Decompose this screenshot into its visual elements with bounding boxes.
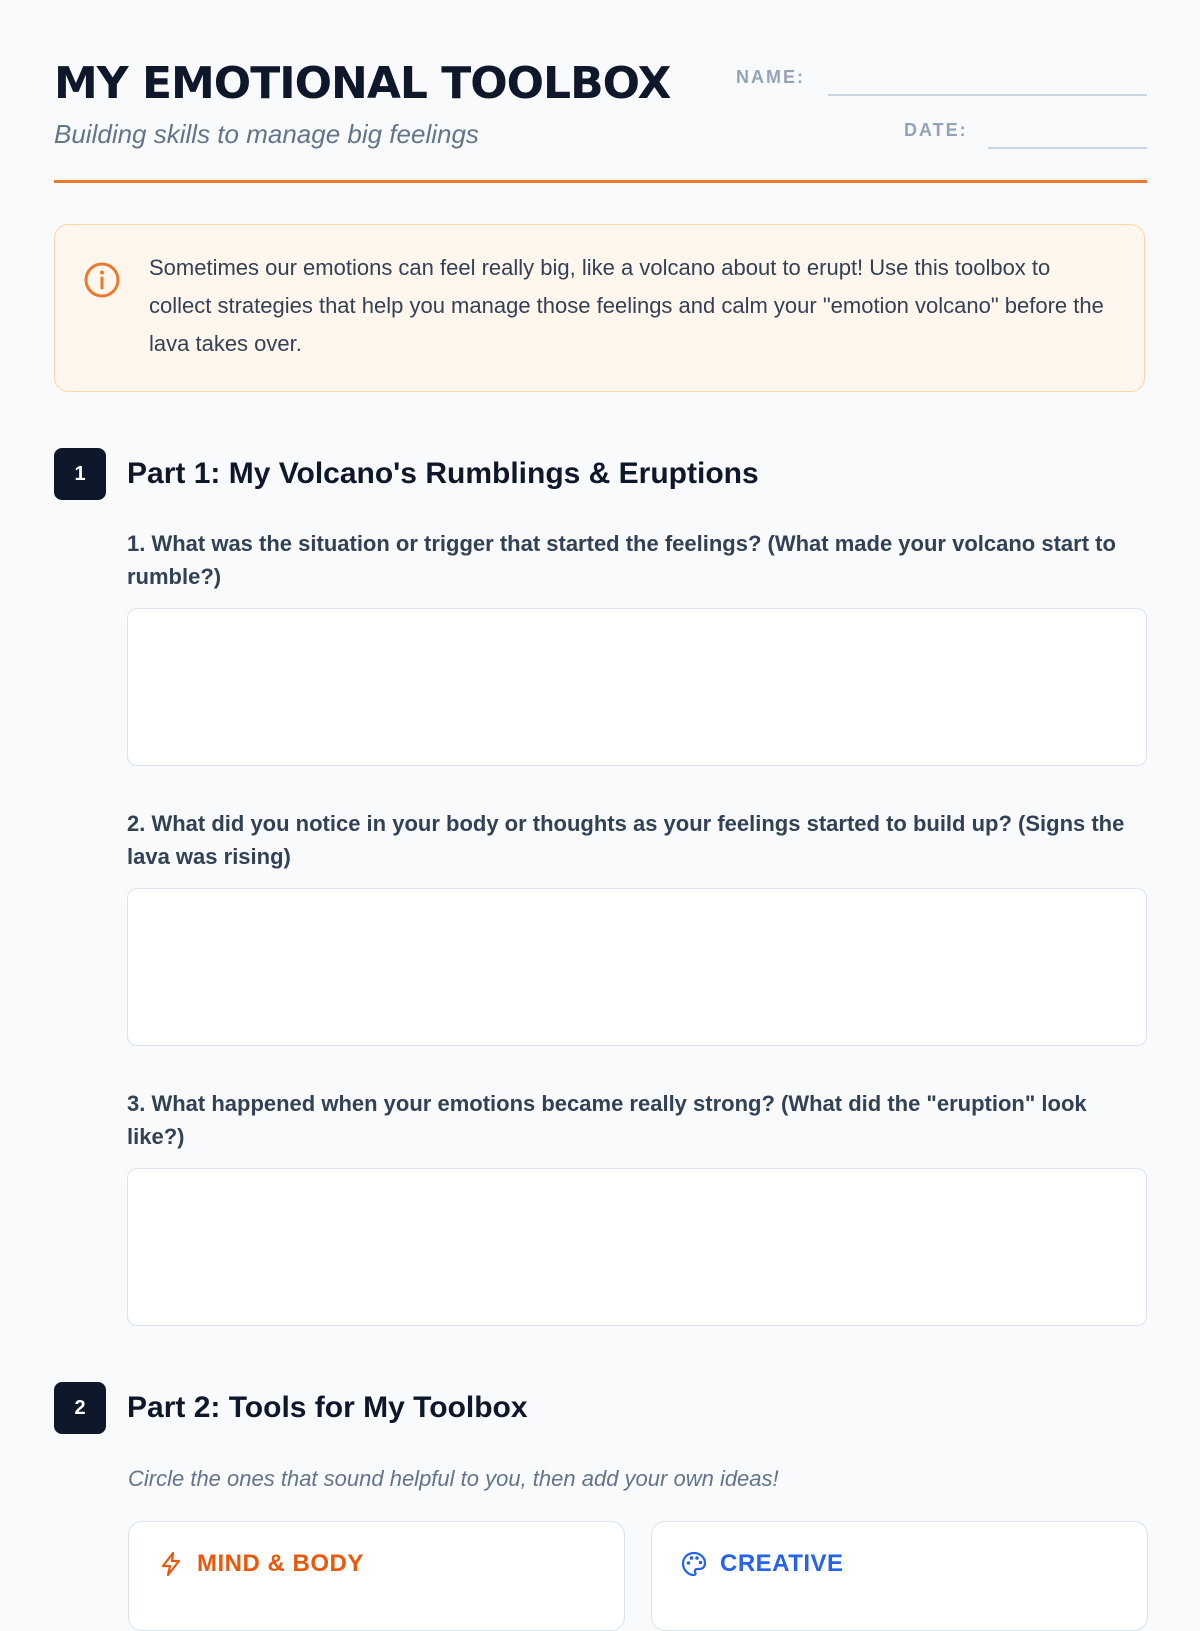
name-label: NAME: [736, 67, 805, 87]
lightning-bolt-icon [157, 1550, 185, 1578]
intro-callout [54, 224, 1145, 392]
header [54, 56, 1147, 182]
intro-text: Sometimes our emotions can feel really big, like a volcano about to erupt! Use this toolbox to collect strategies that help you manage those feelings and calm your "emotion volcano" before the lava takes over. [149, 255, 1104, 356]
answer-box-1[interactable] [127, 608, 1147, 766]
info-circle-icon [83, 261, 121, 299]
tool-card-label: CREATIVE [720, 1550, 844, 1577]
answer-box-3[interactable] [127, 1168, 1147, 1326]
section-number-badge: 2 [54, 1382, 106, 1434]
palette-icon [680, 1550, 708, 1578]
header-divider [54, 180, 1147, 183]
answer-box-2[interactable] [127, 888, 1147, 1046]
tool-card-label: MIND & BODY [197, 1550, 364, 1577]
date-label: DATE: [904, 120, 968, 140]
tool-card-creative [651, 1521, 1148, 1631]
question-1: 1. What was the situation or trigger that started the feelings? (What made your volcano start to rumble?) [127, 531, 1116, 589]
question-2: 2. What did you notice in your body or thoughts as your feelings started to build up? (Signs the lava was rising) [127, 811, 1125, 869]
section-title: Part 1: My Volcano's Rumblings & Eruptions [127, 457, 759, 490]
section-number-badge: 1 [54, 448, 106, 500]
page-title: MY EMOTIONAL TOOLBOX [54, 58, 671, 109]
name-field[interactable] [828, 94, 1147, 96]
date-field[interactable] [988, 147, 1147, 149]
question-3: 3. What happened when your emotions became really strong? (What did the "eruption" look like?) [127, 1091, 1087, 1149]
section-instructions: Circle the ones that sound helpful to you, then add your own ideas! [128, 1466, 779, 1491]
section-title: Part 2: Tools for My Toolbox [127, 1391, 528, 1424]
page-subtitle: Building skills to manage big feelings [54, 119, 479, 149]
tool-card-mind-body [128, 1521, 625, 1631]
